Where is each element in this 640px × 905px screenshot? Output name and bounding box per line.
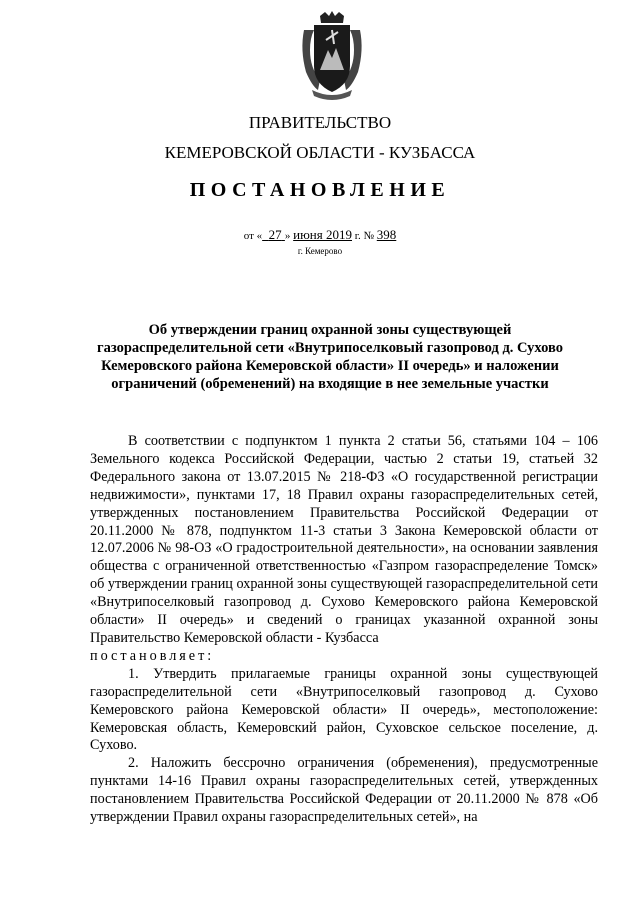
- document-type-title: ПОСТАНОВЛЕНИЕ: [189, 179, 451, 201]
- city-name: г. Кемерово: [297, 246, 343, 256]
- body-item-2: 2. Наложить бессрочно ограничения (обременения), предусмотренные пунктами 14-16 Правил охраны газораспределительных сетей, утвержденных постановлением Правительства Российской Федерации от 20.11.2000 № 878 «Об утверждении Правил охраны газораспределительных сетей», на: [90, 755, 598, 826]
- coat-of-arms-emblem: [298, 10, 366, 104]
- body-item-1: 1. Утвердить прилагаемые границы охранной зоны существующей газораспределительной сети «Внутрипоселковый газопровод д. Сухово Кемеровского района Кемеровской области» II очередь», местоположение: Кемеровская область, Кемеровский район, Суховское сельское поселение, д. Сухово.: [90, 665, 598, 754]
- government-name-line2: КЕМЕРОВСКОЙ ОБЛАСТИ - КУЗБАССА: [164, 143, 476, 162]
- body-intro-paragraph: В соответствии с подпунктом 1 пункта 2 статьи 56, статьями 104 – 106 Земельного кодекса Российской Федерации, частью 2 статьи 19, статьей 32 Федерального закона от 13.07.2015 № 218-ФЗ «О государственной регистрации недвижимости», пунктами 17, 18 Правил охраны газораспределительных сетей, утвержденных постановлением Правительства Российской Федерации от 20.11.2000 № 878, подпунктом 11-3 статьи 3 Закона Кемеровской области от 12.07.2006 № 98-ОЗ «О градостроительной деятельности», на основании заявления общества с ограниченной ответственностью «Газпром газораспределение Томск» об утверждении границ охранной зоны существующей газораспределительной сети «Внутрипоселковый газопровод д. Сухово Кемеровского района Кемеровской области» II очередь» и сведений о границах указанной охранной зоны Правительство Кемеровской области - Кузбасса: [90, 433, 598, 646]
- government-name-line1: ПРАВИТЕЛЬСТВО: [248, 113, 392, 132]
- document-body: [90, 433, 598, 827]
- number-label: №: [363, 230, 375, 242]
- date-year-suffix: г.: [354, 230, 361, 242]
- resolves-word: постановляет:: [90, 647, 215, 664]
- date-day: 27: [268, 227, 282, 242]
- document-subject: Об утверждении границ охранной зоны существующей газораспределительной сети «Внутрипоселковый газопровод д. Сухово Кемеровского района Кемеровской области» II очередь» и наложении ограничений (обременений) на входящие в нее земельные участки: [97, 322, 563, 392]
- date-number-line: [0, 228, 640, 243]
- date-prefix: от «: [243, 230, 263, 242]
- date-month-year: июня 2019: [293, 227, 352, 242]
- date-sep: »: [284, 230, 291, 242]
- document-number: 398: [376, 227, 397, 242]
